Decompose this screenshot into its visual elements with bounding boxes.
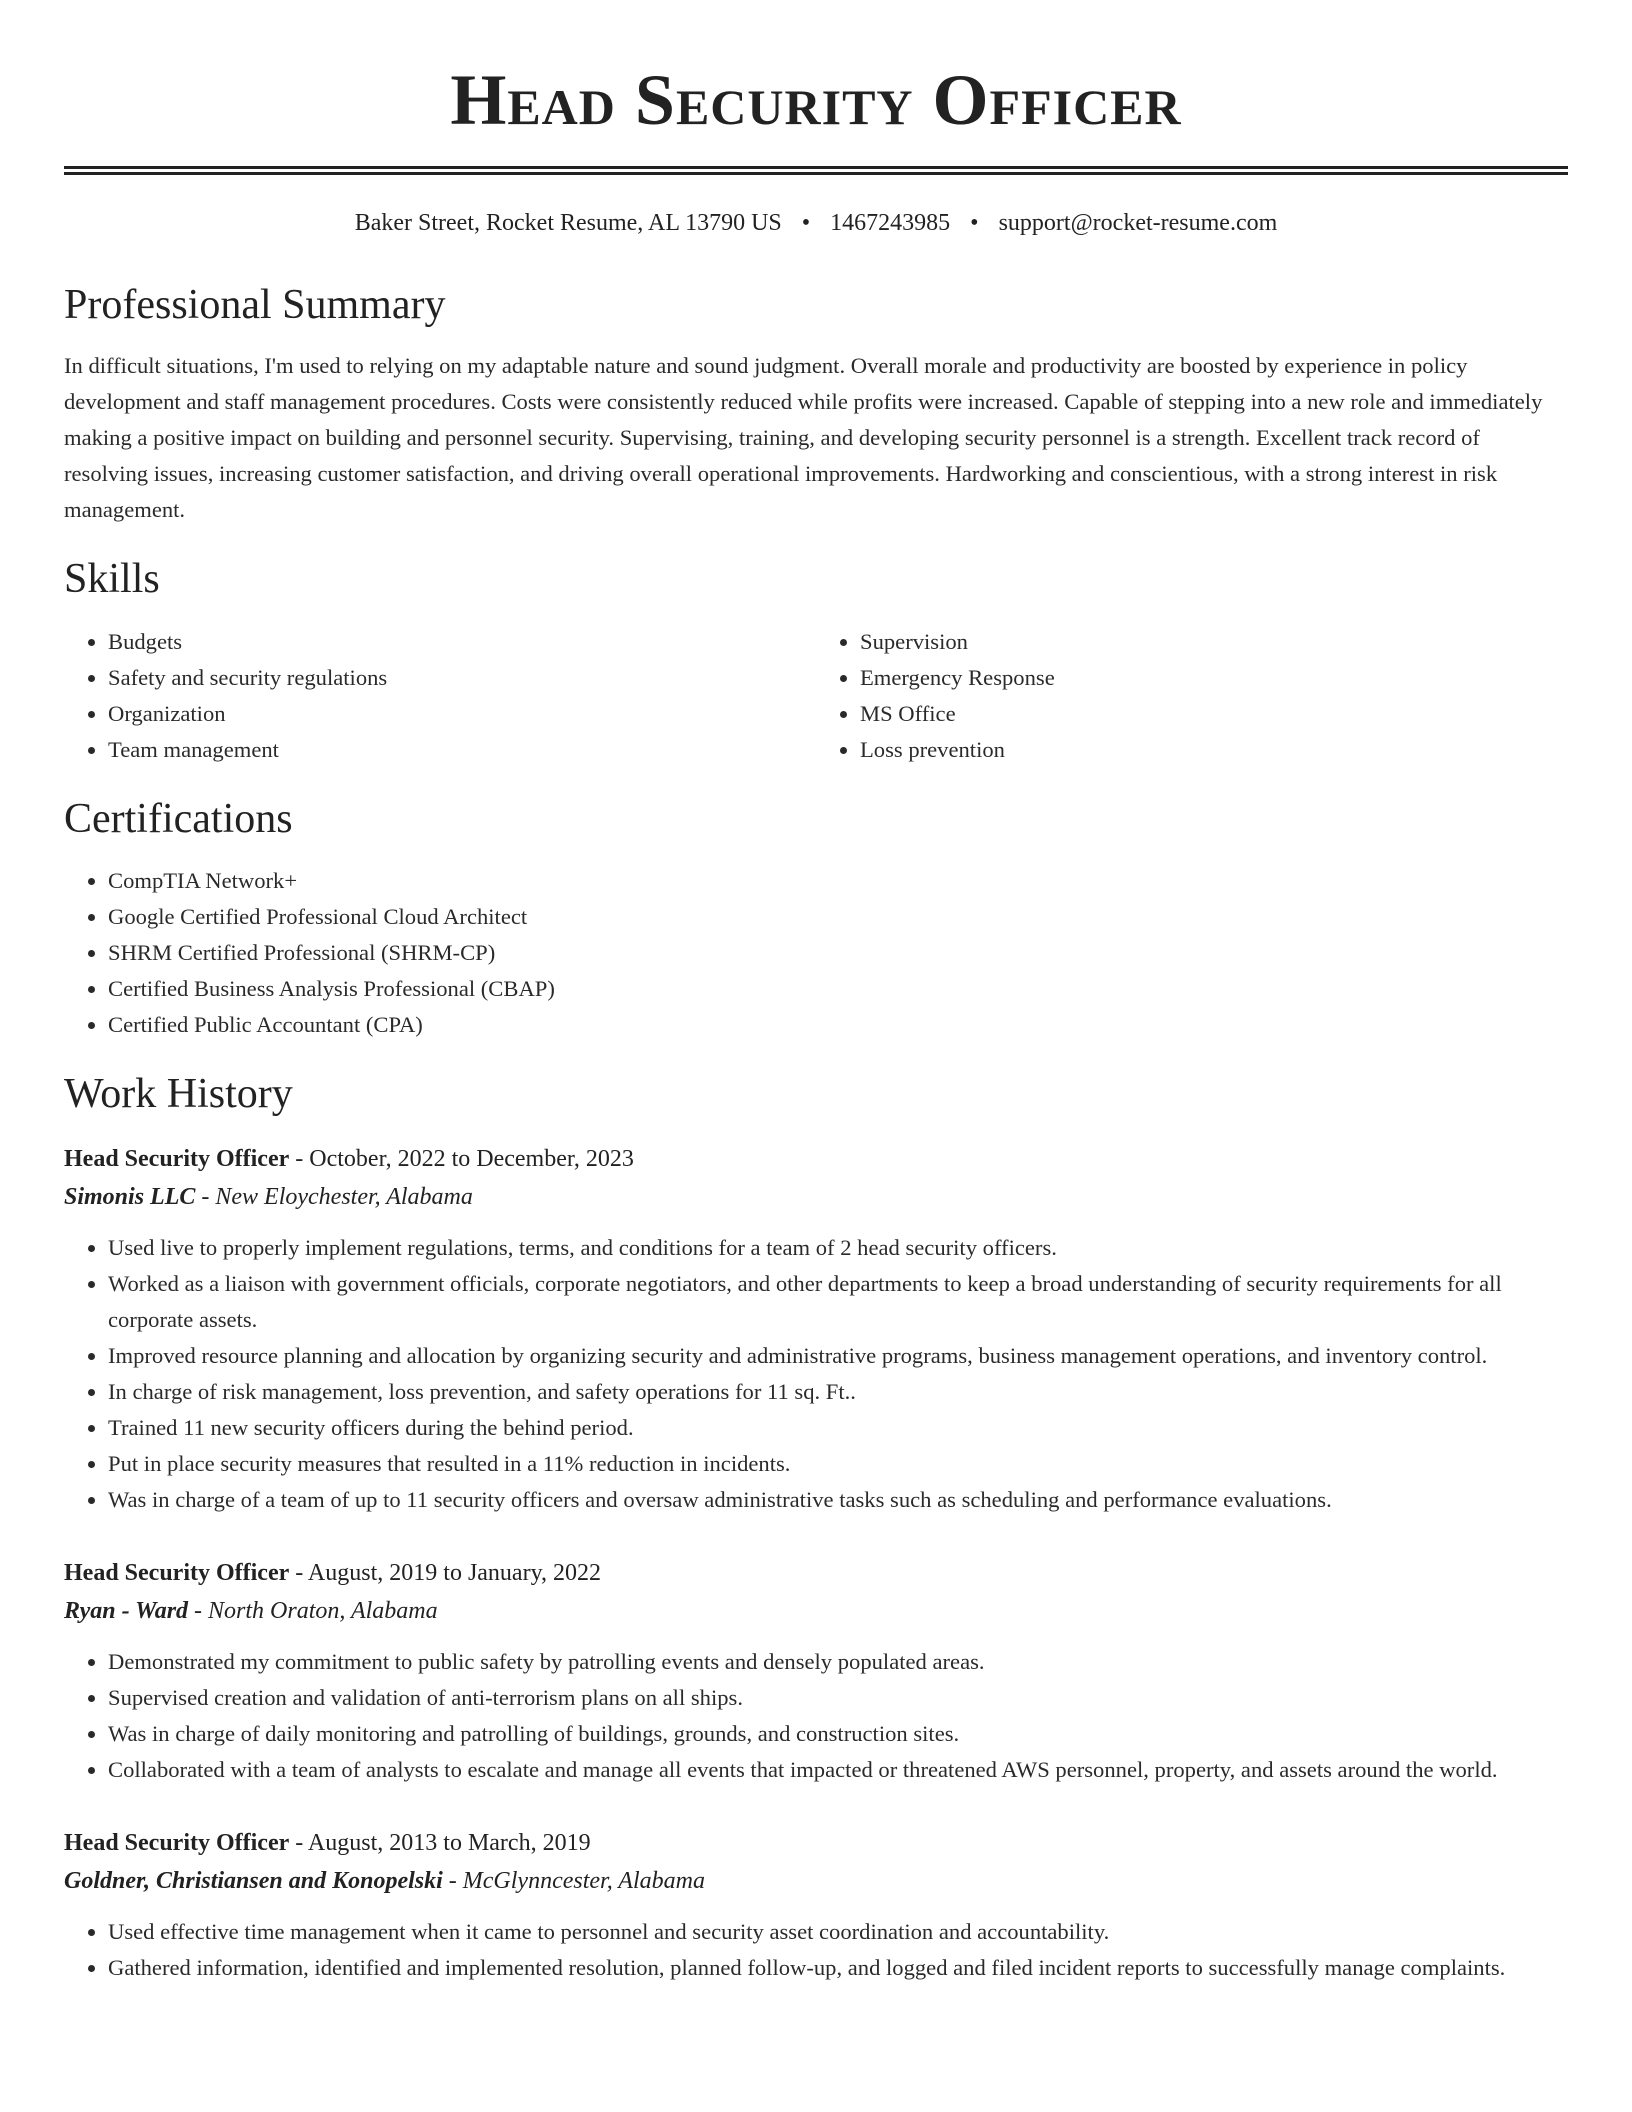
skills-list-right [816,624,1568,768]
skills-heading: Skills [64,556,160,602]
job-title-line [64,1824,1568,1862]
skills-columns [64,624,1568,768]
contact-email: support@rocket-resume.com [998,210,1278,236]
job-bullet: • Supervised creation and validation of anti-terrorism plans on all ships. [108,1680,1568,1716]
skill-item: • Organization [108,696,816,732]
job-company-line [64,1178,1568,1216]
job-bullet: • Improved resource planning and allocation by organizing security and administrative programs, business management operations, and inventory control. [108,1338,1568,1374]
resume-title: Head Security Officer [450,60,1182,140]
skill-item: • Budgets [108,624,816,660]
job-role: Head Security Officer [64,1146,290,1172]
certification-item: • SHRM Certified Professional (SHRM-CP) [108,935,1568,971]
job-bullet: • Demonstrated my commitment to public safety by patrolling events and densely populated areas. [108,1644,1568,1680]
job-dates: - October, 2022 to December, 2023 [289,1146,634,1172]
job-bullet: • Was in charge of daily monitoring and patrolling of buildings, grounds, and construction sites. [108,1716,1568,1752]
certification-item: • Certified Business Analysis Professional (CBAP) [108,971,1568,1007]
certifications-heading: Certifications [64,796,293,842]
job-bullet: • Collaborated with a team of analysts to escalate and manage all events that impacted or threatened AWS personnel, property, and assets around the world. [108,1752,1568,1788]
job-bullets [64,1914,1568,1986]
contact-separator: • [970,210,979,236]
summary-text: In difficult situations, I'm used to relying on my adaptable nature and sound judgment. Overall morale and productivity are boosted by experience in policy development and staff management procedures. Costs were consistently reduced while profits were increased. Capable of stepping into a new role and immediately making a positive impact on building and personnel security. Supervising, training, and developing security personnel is a strength. Excellent track record of resolving issues, increasing customer satisfaction, and driving overall operational improvements. Hardworking and conscientious, with a strong interest in risk management. [64,353,1543,522]
certification-item: • Google Certified Professional Cloud Architect [108,899,1568,935]
job-bullet: • Gathered information, identified and implemented resolution, planned follow-up, and logged and filed incident reports to successfully manage complaints. [108,1950,1568,1986]
job-location: - McGlynncester, Alabama [442,1868,705,1894]
job-bullet: • Trained 11 new security officers during the behind period. [108,1410,1568,1446]
job-bullet: • Used live to properly implement regulations, terms, and conditions for a team of 2 head security officers. [108,1230,1568,1266]
skills-list-left [64,624,816,768]
job-bullet: • In charge of risk management, loss prevention, and safety operations for 11 sq. Ft.. [108,1374,1568,1410]
skill-item: • Team management [108,732,816,768]
job-company-line [64,1592,1568,1630]
certification-item: • CompTIA Network+ [108,863,1568,899]
skill-item: • Supervision [860,624,1568,660]
contact-address: Baker Street, Rocket Resume, AL 13790 US [354,210,782,236]
job-bullet: • Worked as a liaison with government officials, corporate negotiators, and other departments to keep a broad understanding of security requirements for all corporate assets. [108,1266,1568,1338]
job-company: Simonis LLC [64,1184,196,1210]
job-location: - New Eloychester, Alabama [195,1184,473,1210]
skill-item: • Emergency Response [860,660,1568,696]
job-title-line [64,1140,1568,1178]
job-location: - North Oraton, Alabama [188,1598,438,1624]
job-entry [64,1824,1568,1986]
title-divider [64,166,1568,175]
job-company: Ryan - Ward [64,1598,189,1624]
contact-phone: 1467243985 [830,210,951,236]
job-entry [64,1554,1568,1788]
work-history-heading: Work History [64,1071,293,1117]
job-company-line [64,1862,1568,1900]
skill-item: • Loss prevention [860,732,1568,768]
job-bullet: • Used effective time management when it came to personnel and security asset coordination and accountability. [108,1914,1568,1950]
summary-heading: Professional Summary [64,282,446,328]
job-title-line [64,1554,1568,1592]
certifications-list [64,863,1568,1043]
skill-item: • MS Office [860,696,1568,732]
job-dates: - August, 2019 to January, 2022 [289,1560,602,1586]
job-role: Head Security Officer [64,1560,290,1586]
job-role: Head Security Officer [64,1830,290,1856]
contact-line [64,208,1568,238]
contact-separator: • [801,210,811,236]
job-bullets [64,1230,1568,1518]
job-entry [64,1140,1568,1518]
job-bullet: • Was in charge of a team of up to 11 security officers and oversaw administrative tasks such as scheduling and performance evaluations. [108,1482,1568,1518]
job-dates: - August, 2013 to March, 2019 [289,1830,591,1856]
job-bullet: • Put in place security measures that resulted in a 11% reduction in incidents. [108,1446,1568,1482]
certification-item: • Certified Public Accountant (CPA) [108,1007,1568,1043]
skill-item: • Safety and security regulations [108,660,816,696]
job-company: Goldner, Christiansen and Konopelski [64,1868,443,1894]
job-bullets [64,1644,1568,1788]
